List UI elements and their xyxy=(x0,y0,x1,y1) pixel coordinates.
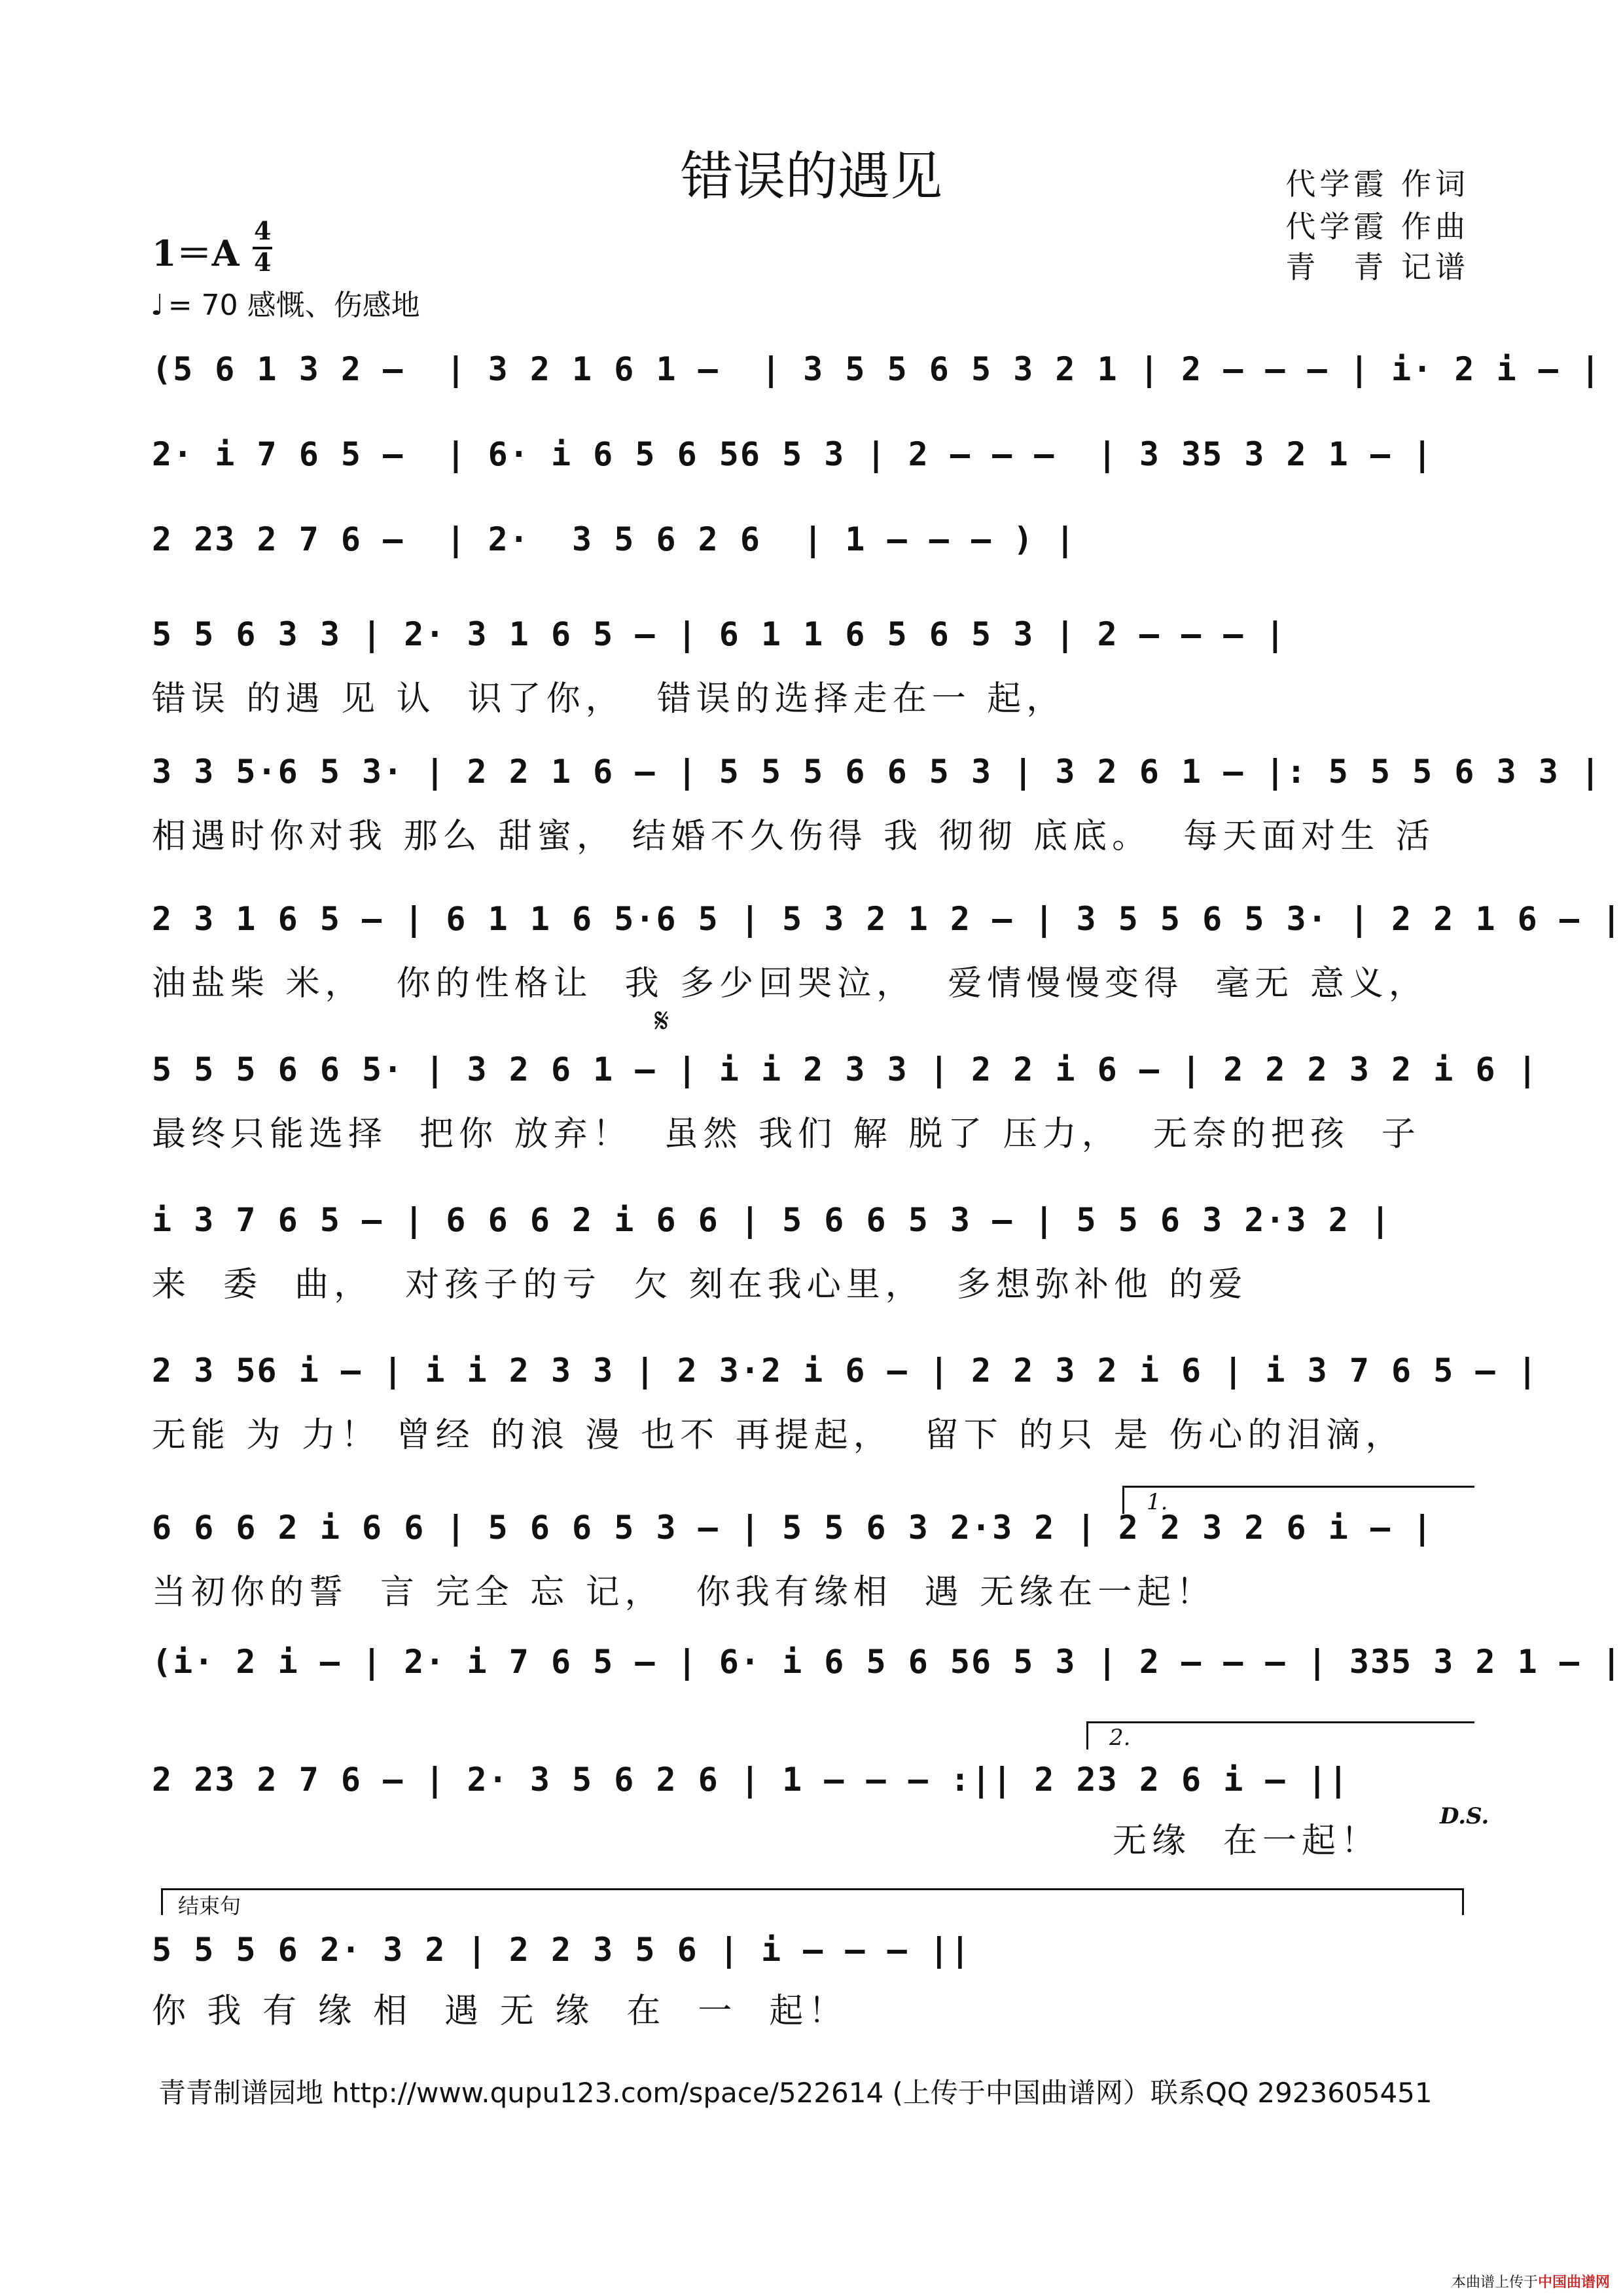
score-line-13-lyrics: 你 我 有 缘 相 遇 无 缘 在 一 起！ xyxy=(152,1992,848,2031)
score-line-6-lyrics: 油盐柴 米， 你的性格让 我 多少回哭泣， 爱情慢慢变得 毫无 意义， xyxy=(152,964,1428,1003)
score-line-13-notes: 5 5 5 6 2· 3 2 | 2 2 3 5 6 | i – – – || xyxy=(152,1931,971,1969)
volta-2-label: 2. xyxy=(1109,1725,1131,1751)
score-line-5-lyrics: 相遇时你对我 那么 甜蜜， 结婚不久伤得 我 彻彻 底底。 每天面对生 活 xyxy=(152,817,1435,856)
footer-source-line: 青青制谱园地 http://www.qupu123.com/space/522614 (上传于中国曲谱网）联系QQ 2923605451 xyxy=(158,2077,1433,2109)
score-line-4-notes: 5 5 6 3 3 | 2· 3 1 6 5 – | 6 1 1 6 5 6 5 3 | 2 – – – | xyxy=(152,615,1287,653)
song-title: 错误的遇见 xyxy=(681,146,942,207)
score-line-12-notes: 2 23 2 7 6 – | 2· 3 5 6 2 6 | 1 – – – :|| 2 23 2 6 i – || xyxy=(152,1761,1349,1799)
volta-1-label: 1. xyxy=(1147,1489,1168,1515)
tempo-marking xyxy=(151,281,420,323)
score-line-3-notes: 2 23 2 7 6 – | 2· 3 5 6 2 6 | 1 – – – ) | xyxy=(152,520,1077,558)
score-line-4-lyrics: 错误 的遇 见 认 识了你， 错误的选择走在一 起， xyxy=(152,679,1066,719)
score-line-6-notes: 2 3 1 6 5 – | 6 1 1 6 5·6 5 | 5 3 2 1 2 – | 3 5 5 6 5 3· | 2 2 1 6 – | xyxy=(152,900,1623,938)
score-line-9-notes: 2 3 56 i – | i i 2 3 3 | 2 3·2 i 6 – | 2 2 3 2 i 6 | i 3 7 6 5 – | xyxy=(152,1352,1539,1390)
site-stamp xyxy=(1452,2271,1610,2291)
coda-bracket xyxy=(161,1888,1464,1915)
score-line-8-notes: i 3 7 6 5 – | 6 6 6 2 i 6 6 | 5 6 6 5 3 – | 5 5 6 3 2·3 2 | xyxy=(152,1201,1392,1239)
composer-credit: 代学霞 作曲 xyxy=(1285,209,1469,244)
score-line-10-lyrics: 当初你的誓 言 完全 忘 记， 你我有缘相 遇 无缘在一起！ xyxy=(152,1573,1216,1612)
score-line-11-notes: (i· 2 i – | 2· i 7 6 5 – | 6· i 6 5 6 56 5 3 | 2 – – – | 335 3 2 1 – | xyxy=(152,1643,1623,1681)
time-signature-numerator: 4 xyxy=(254,216,272,245)
score-line-2-notes: 2· i 7 6 5 – | 6· i 6 5 6 56 5 3 | 2 – – – | 3 35 3 2 1 – | xyxy=(152,435,1434,473)
stamp-brand: 中国曲谱网 xyxy=(1537,2274,1610,2291)
score-line-9-lyrics: 无能 为 力！ 曾经 的浪 漫 也不 再提起， 留下 的只 是 伤心的泪滴， xyxy=(152,1416,1405,1455)
score-line-7-lyrics: 最终只能选择 把你 放弃！ 虽然 我们 解 脱了 压力， 无奈的把孩 子 xyxy=(152,1115,1421,1154)
score-line-10-notes: 6 6 6 2 i 6 6 | 5 6 6 5 3 – | 5 5 6 3 2·3 2 | 2 2 3 2 6 i – | xyxy=(152,1509,1434,1547)
score-line-12-lyrics: 无缘 在一起！ xyxy=(1113,1821,1381,1861)
key-signature: 1＝A xyxy=(152,232,240,274)
score-line-7-notes: 5 5 5 6 6 5· | 3 2 6 1 – | i i 2 3 3 | 2 2 i 6 – | 2 2 2 3 2 i 6 | xyxy=(152,1050,1539,1088)
time-signature-denominator: 4 xyxy=(254,247,272,277)
lyricist-credit: 代学霞 作词 xyxy=(1285,166,1469,202)
tempo-text: = 70 感慨、伤感地 xyxy=(168,289,420,322)
coda-label: 结束句 xyxy=(178,1893,241,1918)
dal-segno-marking: D.S. xyxy=(1440,1803,1489,1829)
score-line-5-notes: 3 3 5·6 5 3· | 2 2 1 6 – | 5 5 5 6 6 5 3 | 3 2 6 1 – |: 5 5 5 6 3 3 | xyxy=(152,753,1602,791)
quarter-note-icon: ♩ xyxy=(151,289,164,322)
transcriber-credit: 青 青 记谱 xyxy=(1285,249,1469,285)
volta-2-bracket xyxy=(1086,1721,1474,1749)
score-line-1-notes: (5 6 1 3 2 – | 3 2 1 6 1 – | 3 5 5 6 5 3 2 1 | 2 – – – | i· 2 i – | xyxy=(152,350,1602,388)
segno-sign: 𝄋 xyxy=(654,1001,669,1041)
stamp-prefix: 本曲谱上传于 xyxy=(1451,2274,1538,2291)
score-line-8-lyrics: 来 委 曲， 对孩子的亏 欠 刻在我心里， 多想弥补他 的爱 xyxy=(152,1265,1248,1304)
